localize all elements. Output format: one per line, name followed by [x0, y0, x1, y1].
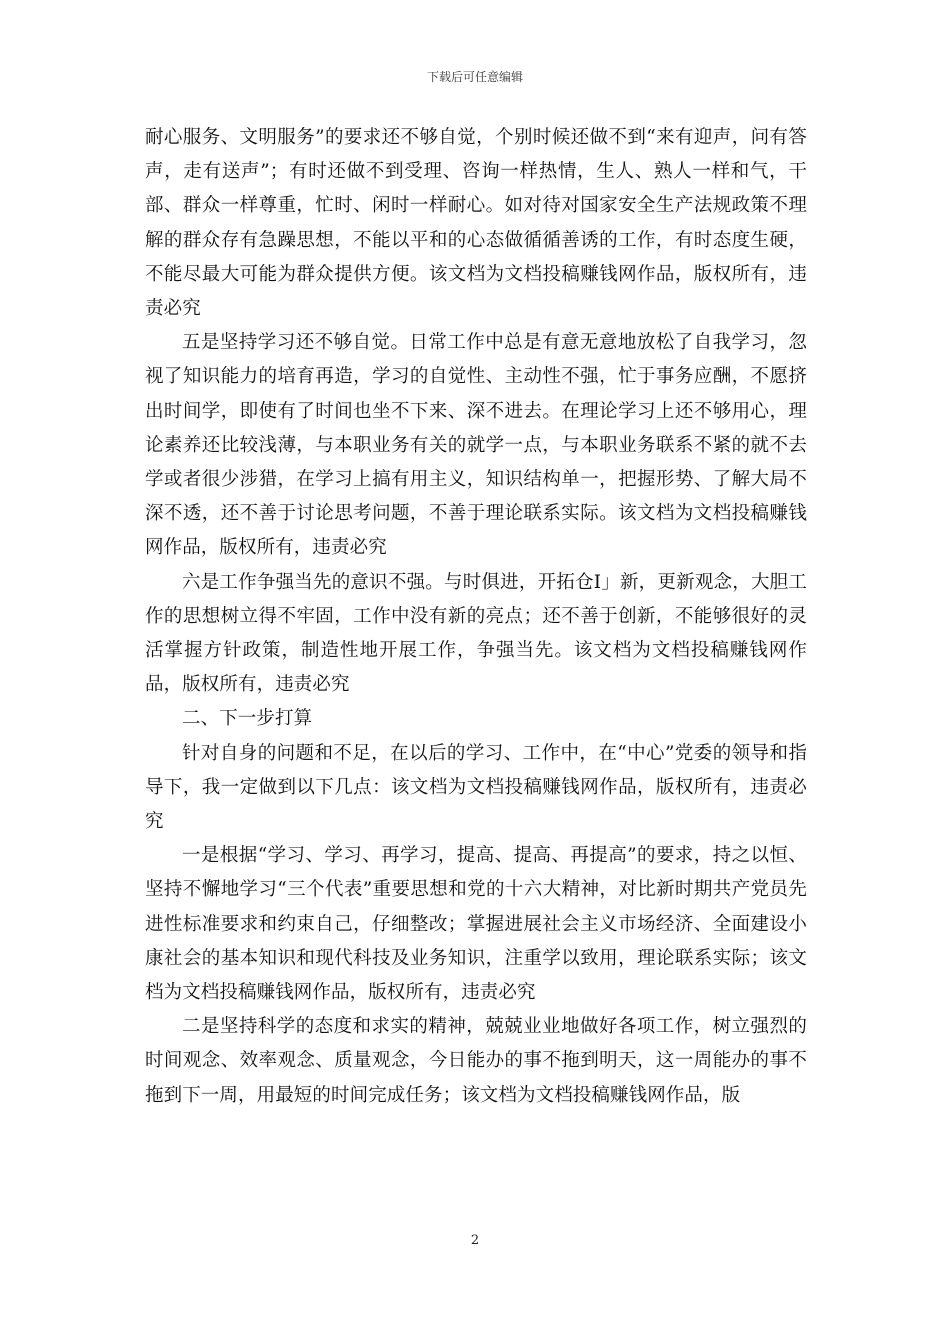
paragraph-5: 一是根据“学习、学习、再学习，提高、提高、再提高”的要求，持之以恒、坚持不懈地学习“三个代表”重要思想和党的十六大精神，对比新时期共产党员先进性标准要求和约束自己，仔细整改；掌握进展社会主义市场经济、全面建设小康社会的基本知识和现代科技及业务知识，注重学以致用，理论联系实际；该文档为文档投稿赚钱网作品，版权所有，违责必究 [145, 845, 807, 1004]
page-header: 下载后可任意编辑 [426, 70, 523, 84]
document-body [145, 121, 807, 1113]
paragraph-4: 针对自身的问题和不足，在以后的学习、工作中，在“中心”党委的领导和指导下，我一定做到以下几点：该文档为文档投稿赚钱网作品，版权所有，违责必究 [145, 742, 807, 833]
paragraph-1: 耐心服务、文明服务”的要求还不够自觉，个别时候还做不到“来有迎声，问有答声，走有送声”；有时还做不到受理、咨询一样热情，生人、熟人一样和气，干部、群众一样尊重，忙时、闲时一样耐心。如对待对国家安全生产法规政策不理解的群众存有急躁思想，不能以平和的心态做循循善诱的工作，有时态度生硬，不能尽最大可能为群众提供方便。该文档为文档投稿赚钱网作品，版权所有，违责必究 [145, 127, 807, 320]
paragraph-6: 二是坚持科学的态度和求实的精神，兢兢业业地做好各项工作，树立强烈的时间观念、效率观念、质量观念，今日能办的事不拖到明天，这一周能办的事不拖到下一周，用最短的时间完成任务；该文档为文档投稿赚钱网作品，版 [145, 1016, 807, 1106]
paragraph-3: 六是工作争强当先的意识不强。与时俱进，开拓仓I」新，更新观念，大胆工作的思想树立得不牢固，工作中没有新的亮点；还不善于创新，不能够很好的灵活掌握方针政策，制造性地开展工作，争强当先。该文档为文档投稿赚钱网作品，版权所有，违责必究 [145, 571, 807, 696]
page-number: 2 [470, 1233, 480, 1248]
section-heading: 二、下一步打算 [182, 708, 313, 730]
paragraph-2: 五是坚持学习还不够自觉。日常工作中总是有意无意地放松了自我学习，忽视了知识能力的培育再造，学习的自觉性、主动性不强，忙于事务应酬，不愿挤出时间学，即使有了时间也坐不下来、深不进去。在理论学习上还不够用心，理论素养还比较浅薄，与本职业务有关的就学一点，与本职业务联系不紧的就不去学或者很少涉猎，在学习上搞有用主义，知识结构单一，把握形势、了解大局不深不透，还不善于讨论思考问题，不善于理论联系实际。该文档为文档投稿赚钱网作品，版权所有，违责必究 [145, 332, 807, 559]
